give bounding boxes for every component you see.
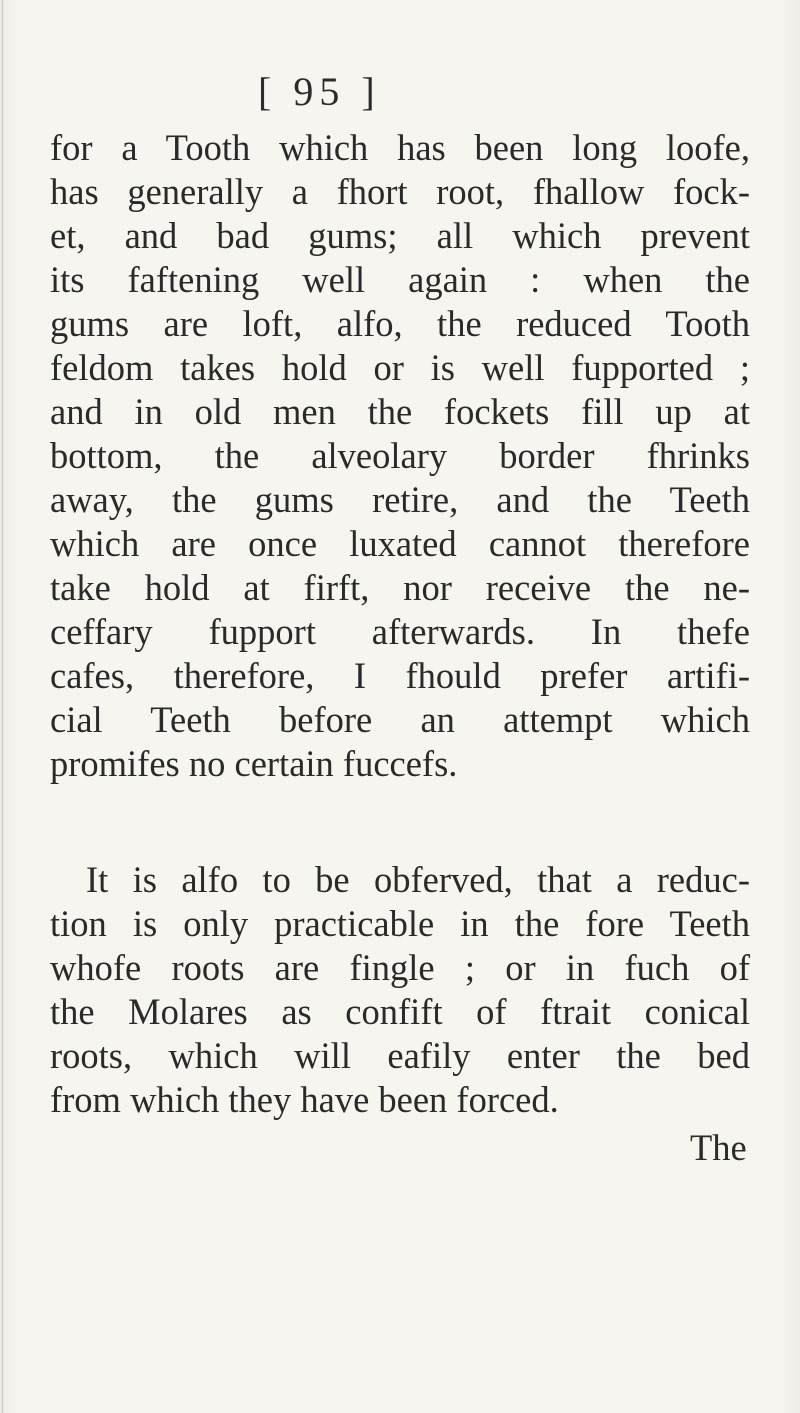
text-line: whofe roots are fingle ; or in fuch of [50, 947, 750, 988]
text-line: It is alfo to be obferved, that a reduc- [86, 859, 750, 900]
paragraph-2 [50, 858, 750, 1122]
text-line: feldom takes hold or is well fupported ; [50, 347, 750, 388]
text-line: et, and bad gums; all which prevent [50, 215, 750, 256]
text-line: take hold at firft, nor receive the ne- [50, 567, 750, 608]
text-line: from which they have been forced. [50, 1079, 559, 1120]
text-line: gums are loft, alfo, the reduced Tooth [50, 303, 750, 344]
text-line: which are once luxated cannot therefore [50, 523, 750, 564]
text-line: the Molares as confift of ftrait conical [50, 991, 750, 1032]
text-line: has generally a fhort root, fhallow fock- [50, 171, 750, 212]
text-line: for a Tooth which has been long loofe, [50, 127, 750, 168]
text-line: away, the gums retire, and the Teeth [50, 479, 750, 520]
text-line: roots, which will eafily enter the bed [50, 1035, 750, 1076]
page-gutter [2, 0, 3, 1413]
text-line: and in old men the fockets fill up at [50, 391, 750, 432]
page-number: [ 95 ] [258, 69, 381, 114]
text-line: ceffary fupport afterwards. In thefe [50, 611, 750, 652]
text-line: cafes, therefore, I fhould prefer artifi- [50, 655, 750, 696]
text-line: bottom, the alveolary border fhrinks [50, 435, 750, 476]
text-line: cial Teeth before an attempt which [50, 699, 750, 740]
catchword: The [690, 1127, 747, 1168]
text-line: tion is only practicable in the fore Teeth [50, 903, 750, 944]
text-line: promifes no certain fuccefs. [50, 743, 458, 784]
text-line: its faftening well again : when the [50, 259, 750, 300]
paragraph-1 [50, 126, 750, 786]
